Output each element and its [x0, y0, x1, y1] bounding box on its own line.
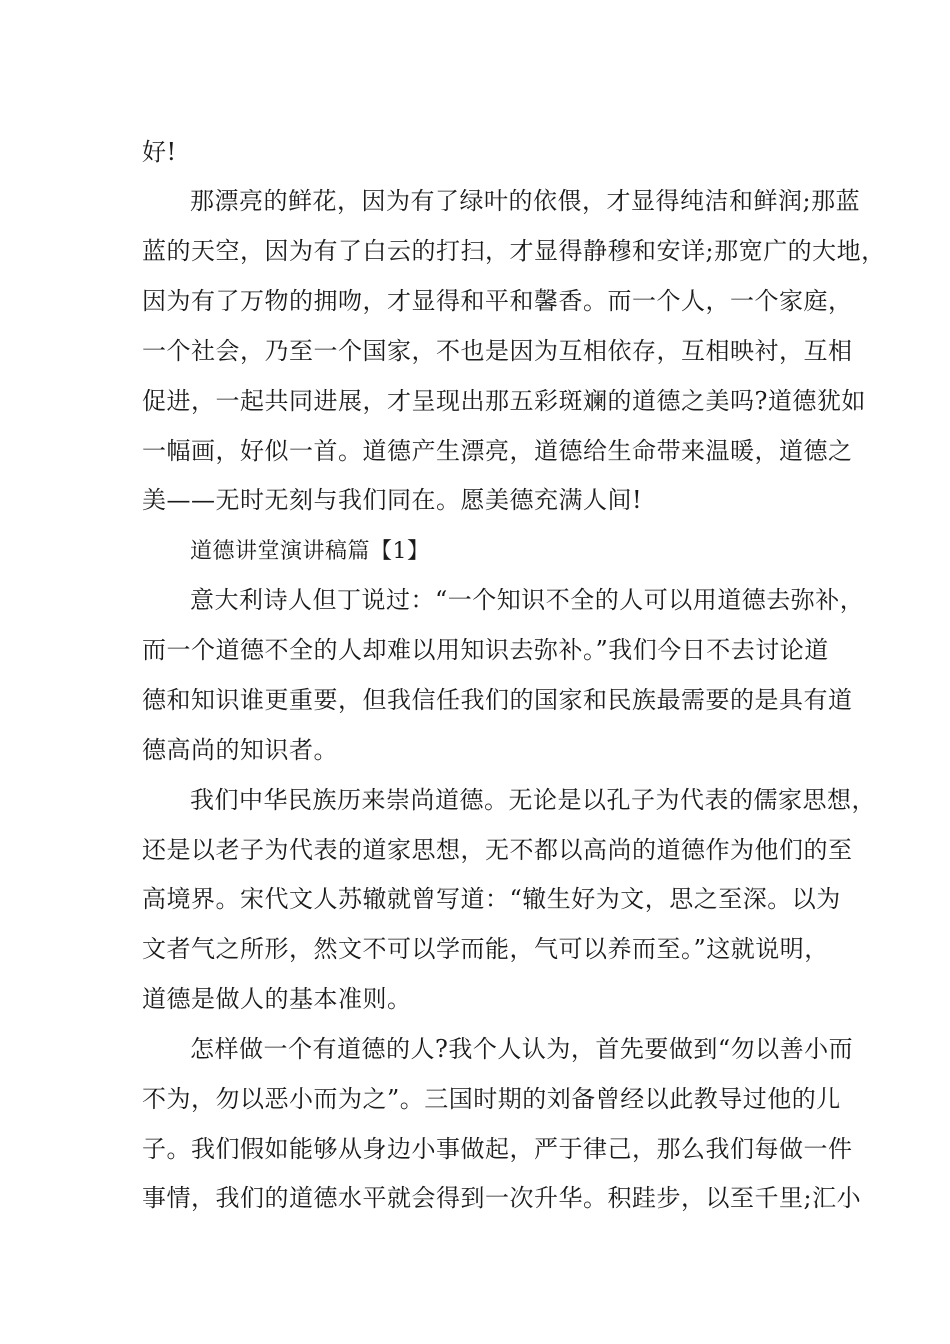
paragraph-first-line: 我们中华民族历来崇尚道德。无论是以孔子为代表的儒家思想， [190, 786, 876, 814]
text-line: 一幅画，好似一首。道德产生漂亮，道德给生命带来温暖，道德之 [142, 437, 853, 465]
section-heading: 道德讲堂演讲稿篇【1】 [190, 539, 430, 564]
text-line: 因为有了万物的拥吻，才显得和平和馨香。而一个人，一个家庭， [142, 287, 853, 315]
paragraph-first-line: 那漂亮的鲜花，因为有了绿叶的依偎，才显得纯洁和鲜润;那蓝 [190, 187, 861, 215]
text-line: 德和知识谁更重要，但我信任我们的国家和民族最需要的是具有道 [142, 686, 853, 714]
text-line: 德高尚的知识者。 [142, 736, 338, 764]
text-line: 道德是做人的基本准则。 [142, 985, 412, 1013]
text-line: 文者气之所形，然文不可以学而能，气可以养而至。”这就说明， [142, 935, 829, 963]
text-line: 促进，一起共同进展，才呈现出那五彩斑斓的道德之美吗?道德犹如 [142, 387, 866, 415]
text-line: 美——无时无刻与我们同在。愿美德充满人间! [142, 486, 643, 514]
text-line: 事情，我们的道德水平就会得到一次升华。积跬步，以至千里;汇小 [142, 1184, 862, 1212]
paragraph-first-line: 意大利诗人但丁说过：“一个知识不全的人可以用道德去弥补， [190, 586, 865, 614]
text-line: 高境界。宋代文人苏辙就曾写道：“辙生好为文，思之至深。以为 [142, 885, 841, 913]
paragraph-first-line: 怎样做一个有道德的人?我个人认为，首先要做到“勿以善小而 [190, 1035, 854, 1063]
text-line: 蓝的天空，因为有了白云的打扫，才显得静穆和安详;那宽广的大地， [142, 237, 886, 265]
text-line: 还是以老子为代表的道家思想，无不都以高尚的道德作为他们的至 [142, 836, 853, 864]
text-line: 不为，勿以恶小而为之”。三国时期的刘备曾经以此教导过他的儿 [142, 1085, 841, 1113]
text-line: 好! [142, 138, 177, 166]
text-line: 子。我们假如能够从身边小事做起，严于律己，那么我们每做一件 [142, 1135, 853, 1163]
text-line: 一个社会，乃至一个国家，不也是因为互相依存，互相映衬，互相 [142, 337, 853, 365]
text-line: 而一个道德不全的人却难以用知识去弥补。”我们今日不去讨论道 [142, 636, 829, 664]
